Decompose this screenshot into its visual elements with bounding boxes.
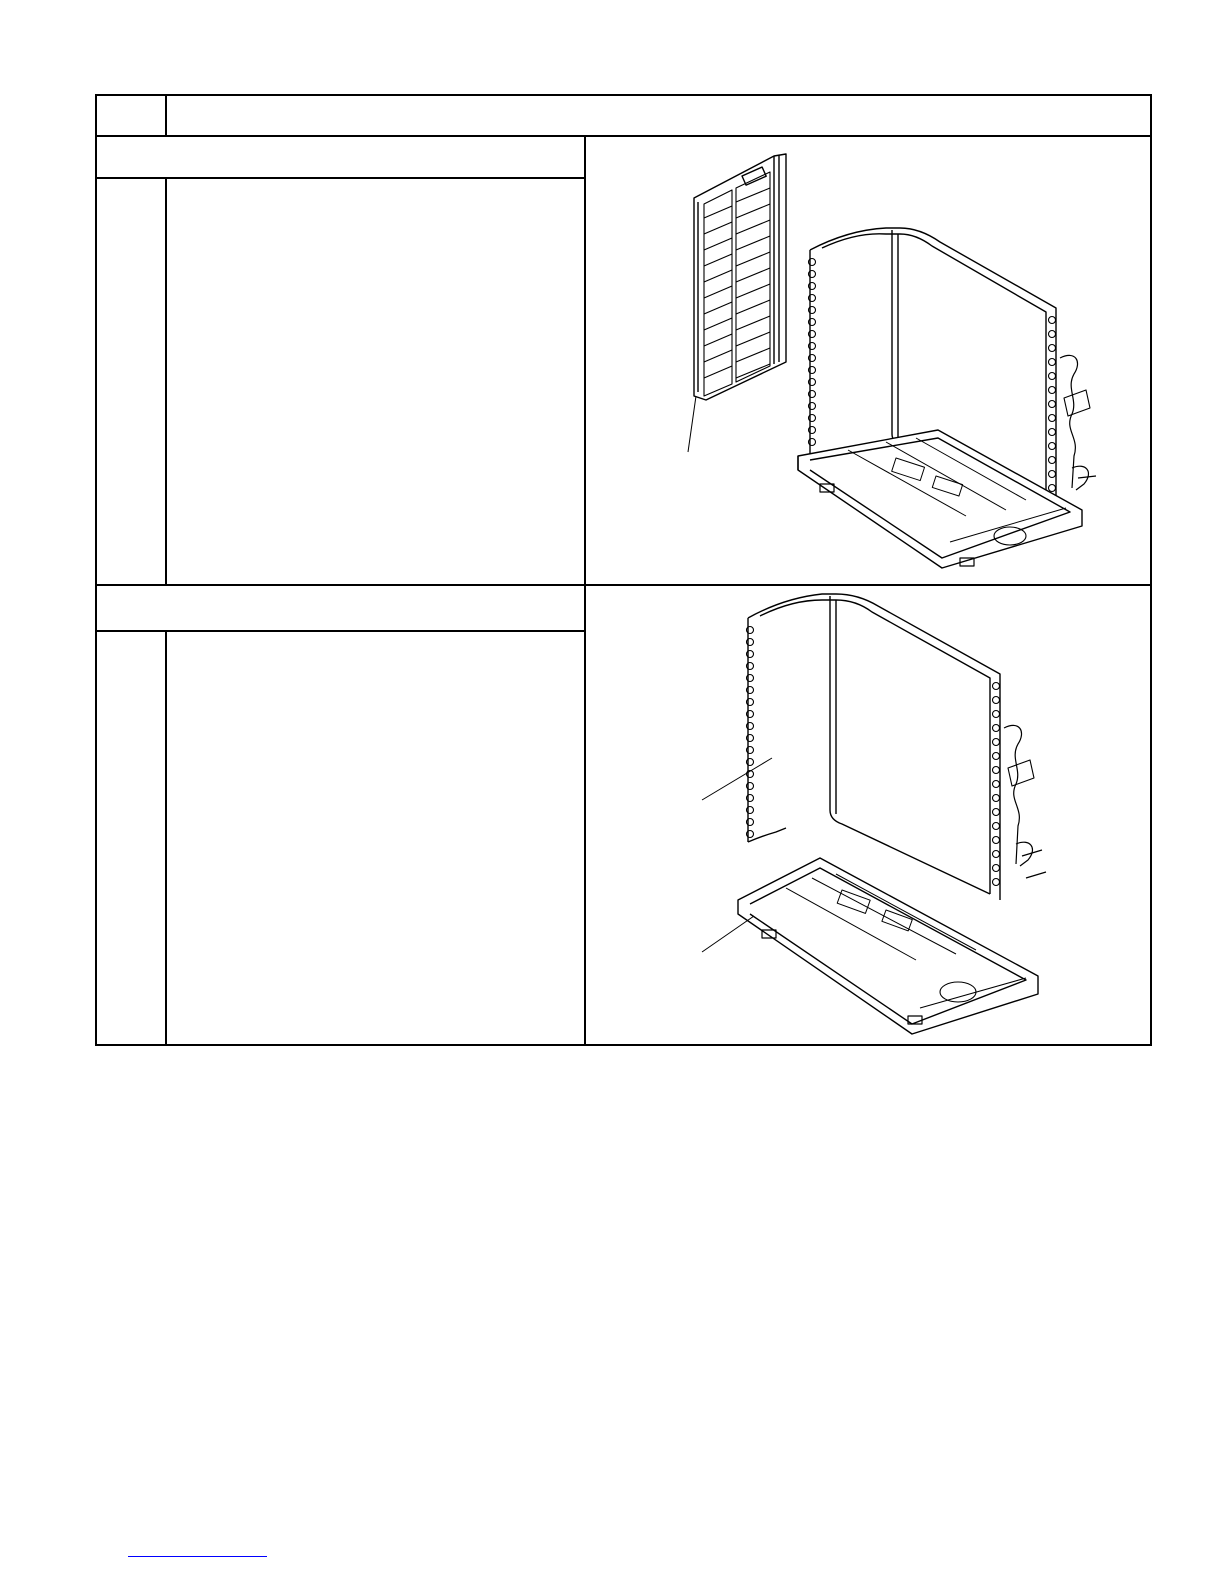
section-2-step-divider	[165, 630, 167, 1046]
table-border-top	[95, 94, 1152, 96]
section-1-step-divider	[165, 177, 167, 585]
figure-coil-base-separation	[586, 588, 1150, 1044]
grille-panel-drawing	[694, 154, 786, 400]
section-1-instructions	[175, 186, 575, 576]
section-1-heading	[101, 144, 579, 172]
grille-leader-line	[688, 396, 696, 452]
coil-leader-line	[702, 758, 772, 800]
section-2-instructions	[175, 639, 575, 1034]
table-border-right	[1150, 94, 1152, 1046]
header-bottom-rule	[95, 135, 1152, 137]
header-title	[173, 102, 1143, 128]
figure-grille-removal	[586, 138, 1150, 586]
section-1-heading-rule	[95, 177, 585, 179]
condenser-unit-drawing	[798, 228, 1096, 568]
section-2-step-number	[99, 639, 161, 669]
table-border-bottom	[95, 1044, 1152, 1046]
section-2-heading-rule	[95, 630, 585, 632]
section-2-heading	[101, 592, 579, 622]
footer-link[interactable]	[128, 1556, 267, 1557]
coil-assembly-drawing	[747, 594, 1047, 900]
header-divider	[165, 94, 167, 136]
section-1-step-number	[99, 186, 161, 216]
table-border-left	[95, 94, 97, 1046]
base-pan-leader-line	[702, 916, 754, 952]
header-step-number	[99, 102, 161, 128]
